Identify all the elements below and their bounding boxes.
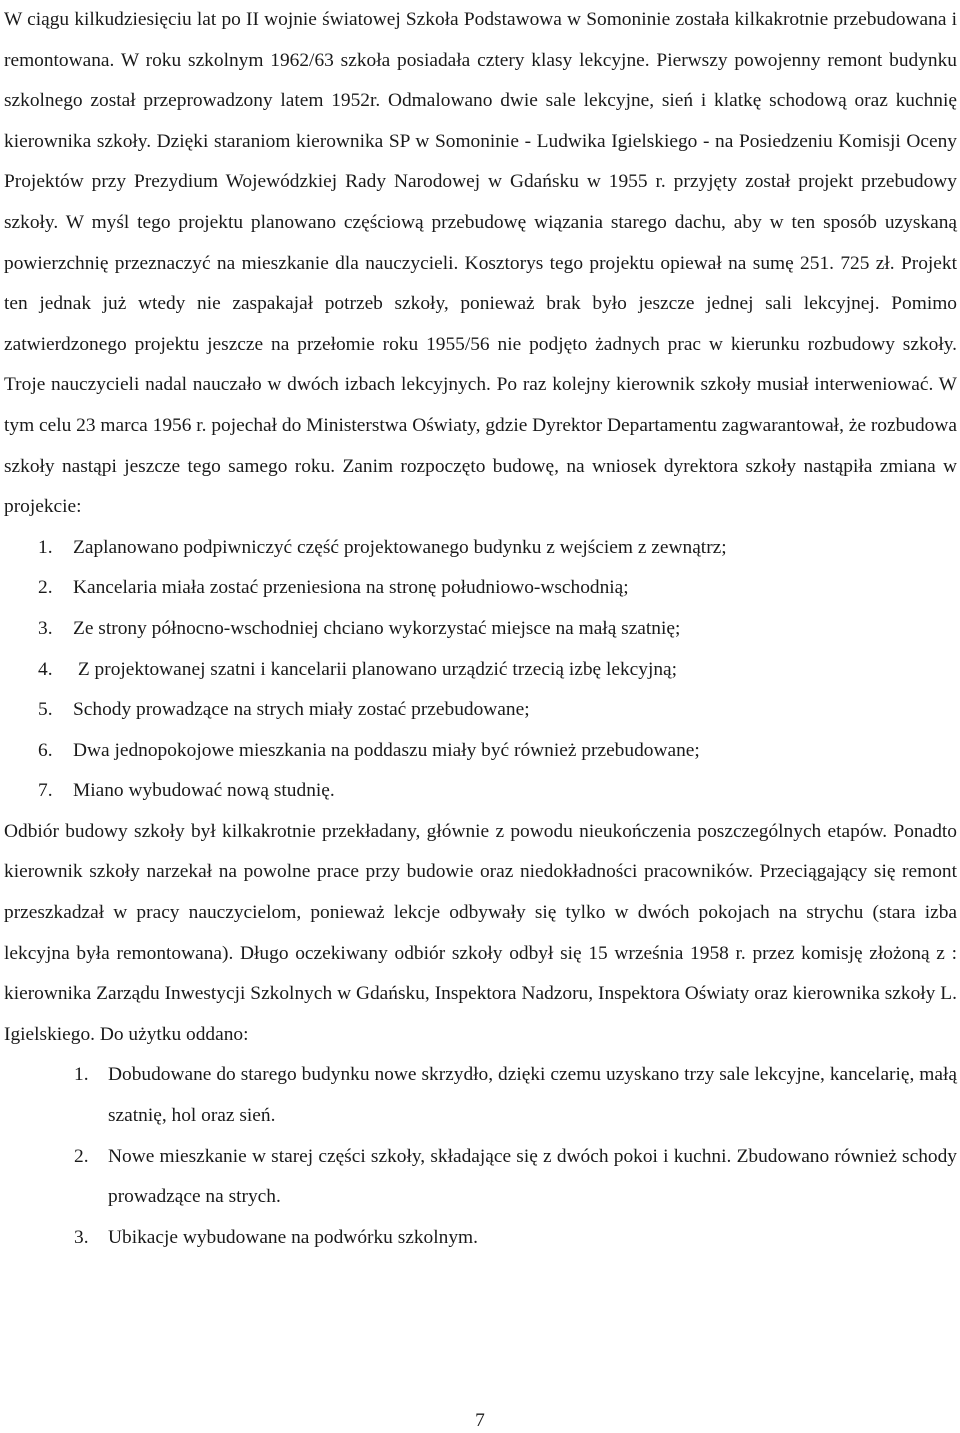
list-item bbox=[4, 1055, 957, 1136]
list-item-number: 3. bbox=[74, 1226, 89, 1248]
handed-over-list bbox=[4, 1055, 957, 1258]
list-item bbox=[4, 568, 957, 609]
list-item-number: 7. bbox=[38, 780, 53, 802]
list-item-text: Schody prowadzące na strych miały zostać przebudowane; bbox=[73, 699, 530, 721]
list-item-number: 2. bbox=[38, 577, 53, 599]
list-item-text: Nowe mieszkanie w starej części szkoły, składające się z dwóch pokoi i kuchni. Zbudowano również schody prowadzące na strych. bbox=[108, 1145, 957, 1208]
list-item bbox=[4, 731, 957, 772]
list-item-text: Z projektowanej szatni i kancelarii planowano urządzić trzecią izbę lekcyjną; bbox=[73, 658, 678, 680]
body-paragraph: W ciągu kilkudziesięciu lat po II wojnie światowej Szkoła Podstawowa w Somoninie została kilkakrotnie przebudowana i remontowana. W roku szkolnym 1962/63 szkoła posiadała cztery klasy lekcyjne. Pierwszy powojenny remont budynku szkolnego został przeprowadzony latem 1952r. Odmalowano dwie sale lekcyjne, sień i klatkę schodową oraz kuchnię kierownika szkoły. Dzięki staraniom kierownika SP w Somoninie - Ludwika Igielskiego - na Posiedzeniu Komisji Oceny Projektów przy Prezydium Wojewódzkiej Rady Narodowej w Gdańsku w 1955 r. przyjęty został projekt przebudowy szkoły. W myśl tego projektu planowano częściową przebudowę wiązania starego dachu, aby w ten sposób uzyskaną powierzchnię przeznaczyć na mieszkanie dla nauczycieli. Kosztorys tego projektu opiewał na sumę 251. 725 zł. Projekt ten jednak już wtedy nie zaspakajał potrzeb szkoły, ponieważ brak było jeszcze jednej sali lekcyjnej. Pomimo zatwierdzonego projektu jeszcze na przełomie roku 1955/56 nie podjęto żadnych prac w kierunku rozbudowy szkoły. Troje nauczycieli nadal nauczało w dwóch izbach lekcyjnych. Po raz kolejny kierownik szkoły musiał interweniować. W tym celu 23 marca 1956 r. pojechał do Ministerstwa Oświaty, gdzie Dyrektor Departamentu zagwarantował, że rozbudowa szkoły nastąpi jeszcze tego samego roku. Zanim rozpoczęto budowę, na wniosek dyrektora szkoły nastąpiła zmiana w projekcie: bbox=[4, 9, 957, 518]
list-item-number: 6. bbox=[38, 739, 53, 761]
list-item bbox=[4, 1137, 957, 1218]
list-item-text: Miano wybudować nową studnię. bbox=[73, 780, 335, 802]
list-item-number: 2. bbox=[74, 1145, 89, 1167]
list-item-text: Kancelaria miała zostać przeniesiona na stronę południowo-wschodnią; bbox=[73, 577, 629, 599]
list-item-number: 4. bbox=[38, 658, 53, 680]
list-item-text: Ubikacje wybudowane na podwórku szkolnym. bbox=[108, 1226, 478, 1248]
list-item-text: Ze strony północno-wschodniej chciano wykorzystać miejsce na małą szatnię; bbox=[73, 617, 681, 639]
list-item bbox=[4, 1218, 957, 1259]
list-item bbox=[4, 650, 957, 691]
list-item bbox=[4, 690, 957, 731]
document-page bbox=[4, 0, 957, 1258]
page-number: 7 bbox=[475, 1410, 485, 1431]
list-item bbox=[4, 609, 957, 650]
list-item-number: 1. bbox=[38, 536, 53, 558]
list-item-text: Zaplanowano podpiwniczyć część projektowanego budynku z wejściem z zewnątrz; bbox=[73, 536, 727, 558]
body-paragraph: Odbiór budowy szkoły był kilkakrotnie przekładany, głównie z powodu nieukończenia poszczególnych etapów. Ponadto kierownik szkoły narzekał na powolne prace przy budowie oraz niedokładności pracowników. Przeciągający się remont przeszkadzał w pracy nauczycielom, ponieważ lekcje odbywały się tylko w dwóch pokojach na strychu (stara izba lekcyjna była remontowana). Długo oczekiwany odbiór szkoły odbył się 15 września 1958 r. przez komisję złożoną z : kierownika Zarządu Inwestycji Szkolnych w Gdańsku, Inspektora Nadzoru, Inspektora Oświaty oraz kierownika szkoły L. Igielskiego. Do użytku oddano: bbox=[4, 820, 957, 1045]
project-changes-list bbox=[4, 528, 957, 812]
list-item-number: 3. bbox=[38, 617, 53, 639]
list-item-number: 5. bbox=[38, 699, 53, 721]
list-item-number: 1. bbox=[74, 1064, 89, 1086]
list-item bbox=[4, 528, 957, 569]
list-item bbox=[4, 771, 957, 812]
list-item-text: Dobudowane do starego budynku nowe skrzydło, dzięki czemu uzyskano trzy sale lekcyjne, kancelarię, małą szatnię, hol oraz sień. bbox=[108, 1064, 957, 1127]
list-item-text: Dwa jednopokojowe mieszkania na poddaszu miały być również przebudowane; bbox=[73, 739, 700, 761]
